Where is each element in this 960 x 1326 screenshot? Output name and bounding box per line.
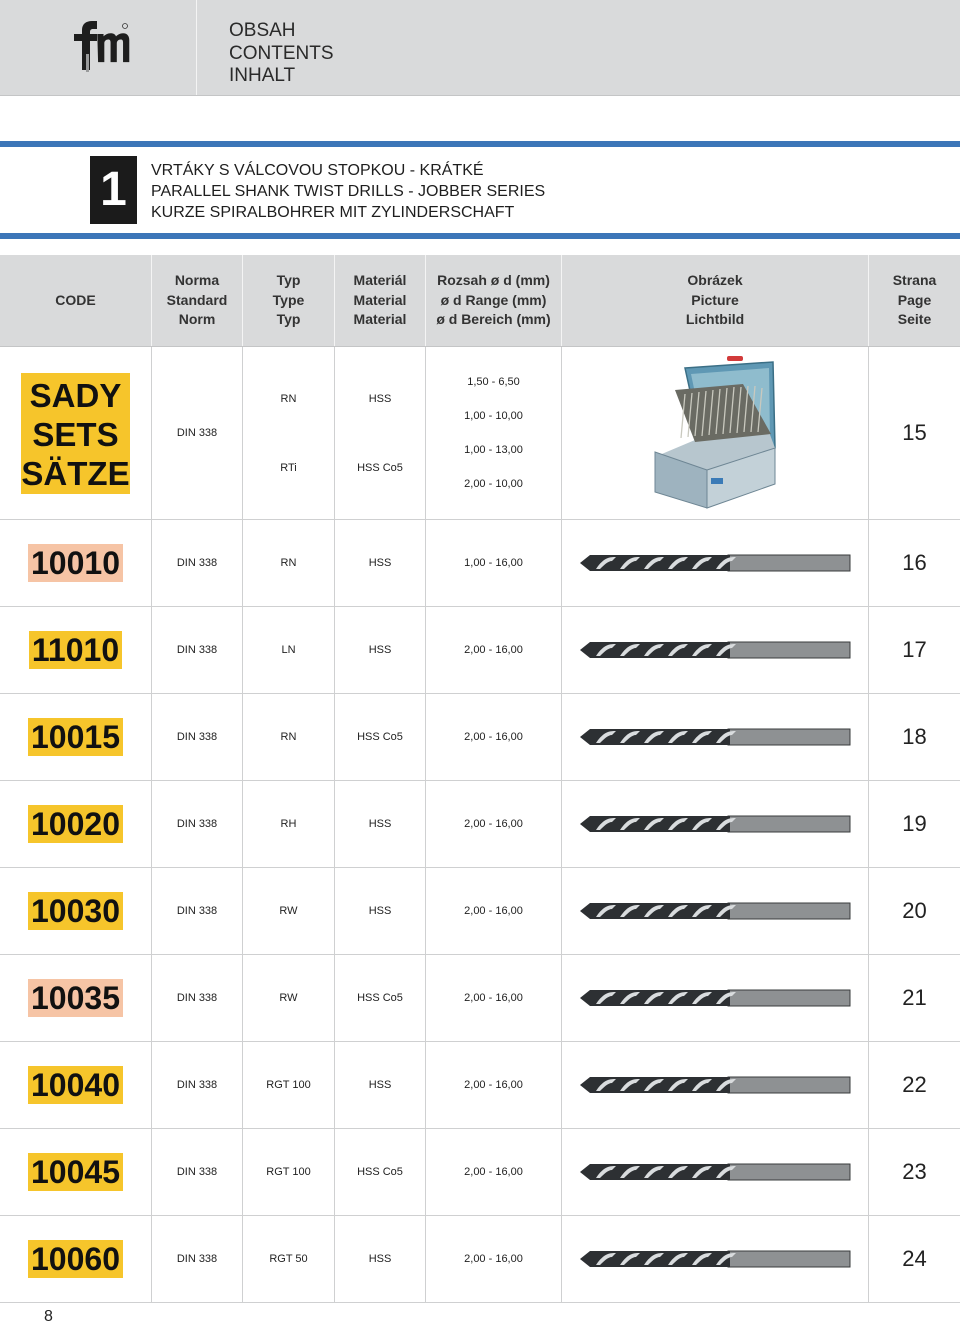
cell-typ: RW xyxy=(243,955,335,1041)
column-header-line: Picture xyxy=(691,291,739,308)
table-row xyxy=(0,955,960,1042)
cell-mat: HSS xyxy=(335,1042,426,1128)
sets-label-cs: SADY xyxy=(29,376,122,414)
product-code-badge[interactable]: 10020 xyxy=(28,805,123,843)
column-header-line: CODE xyxy=(55,291,96,308)
picture-cell xyxy=(562,1216,869,1302)
column-header-line: Standard xyxy=(166,291,228,308)
picture-cell xyxy=(562,781,869,867)
picture-cell xyxy=(562,955,869,1041)
code-cell xyxy=(0,781,152,867)
product-code-badge[interactable]: 10035 xyxy=(28,979,123,1017)
column-header-line: Norma xyxy=(174,272,220,289)
picture-cell xyxy=(562,694,869,780)
column-header-pic xyxy=(562,255,869,346)
cell-typ: RH xyxy=(243,781,335,867)
cell-mat: HSS xyxy=(335,1216,426,1302)
cell-rng: 2,00 - 16,00 xyxy=(426,781,562,867)
page-reference[interactable]: 17 xyxy=(902,637,927,662)
cell-rng: 2,00 - 16,00 xyxy=(426,607,562,693)
cell-rng: 2,00 - 16,00 xyxy=(426,694,562,780)
table-row xyxy=(0,520,960,607)
column-header-mat xyxy=(335,255,426,346)
sets-label-de: SÄTZE xyxy=(21,454,130,492)
product-code-badge[interactable]: 10045 xyxy=(28,1153,123,1191)
column-header-typ xyxy=(243,255,335,346)
page-reference[interactable]: 18 xyxy=(902,724,927,749)
cell-mat: HSS xyxy=(335,781,426,867)
cell-rng: 2,00 - 16,00 xyxy=(426,955,562,1041)
sets-code-cell xyxy=(0,347,152,519)
product-code-badge[interactable]: 10040 xyxy=(28,1066,123,1104)
code-cell xyxy=(0,1042,152,1128)
table-row xyxy=(0,1129,960,1216)
cell-norm: DIN 338 xyxy=(152,607,243,693)
product-code-badge[interactable]: 10030 xyxy=(28,892,123,930)
cell-norm: DIN 338 xyxy=(152,955,243,1041)
product-code-badge[interactable]: 10060 xyxy=(28,1240,123,1278)
section-rule-bottom xyxy=(0,233,960,239)
page-reference[interactable]: 19 xyxy=(902,811,927,836)
drill-set-case-icon xyxy=(651,356,779,510)
cell-mat: HSS Co5 xyxy=(335,694,426,780)
column-header-line: Rozsah ø d (mm) xyxy=(437,272,550,289)
cell-norm: DIN 338 xyxy=(152,1042,243,1128)
column-header-line: ø d Range (mm) xyxy=(440,291,547,308)
column-header-line: Typ xyxy=(276,272,301,289)
sets-material-2: HSS Co5 xyxy=(357,461,403,474)
page-reference[interactable]: 22 xyxy=(902,1072,927,1097)
cell-norm: DIN 338 xyxy=(152,781,243,867)
cell-typ: RGT 50 xyxy=(243,1216,335,1302)
column-header-line: Seite xyxy=(897,311,932,328)
column-header-rng xyxy=(426,255,562,346)
sets-types xyxy=(243,347,335,519)
column-header-line: Page xyxy=(897,291,932,308)
column-header-line: Type xyxy=(272,291,305,308)
twist-drill-icon xyxy=(578,1158,852,1186)
column-header-line: Strana xyxy=(892,272,937,289)
cell-typ: RGT 100 xyxy=(243,1042,335,1128)
sets-badge[interactable] xyxy=(21,373,130,494)
contents-heading-en: CONTENTS xyxy=(229,42,334,64)
picture-cell xyxy=(562,1129,869,1215)
code-cell xyxy=(0,868,152,954)
column-header-line: ø d Bereich (mm) xyxy=(436,311,551,328)
fm-logo-icon xyxy=(70,20,130,72)
section-title-de: KURZE SPIRALBOHRER MIT ZYLINDERSCHAFT xyxy=(151,204,515,221)
sets-range-4: 2,00 - 10,00 xyxy=(464,478,523,490)
code-cell xyxy=(0,955,152,1041)
sets-picture xyxy=(562,347,869,519)
cell-norm: DIN 338 xyxy=(152,1216,243,1302)
sets-page: 15 xyxy=(902,420,927,445)
cell-typ: RN xyxy=(243,520,335,606)
cell-typ: LN xyxy=(243,607,335,693)
section-rule-top xyxy=(0,141,960,147)
code-cell xyxy=(0,520,152,606)
cell-rng: 1,00 - 16,00 xyxy=(426,520,562,606)
page-reference[interactable]: 21 xyxy=(902,985,927,1010)
table-row xyxy=(0,1216,960,1303)
code-cell xyxy=(0,1129,152,1215)
cell-norm: DIN 338 xyxy=(152,520,243,606)
cell-mat: HSS xyxy=(335,607,426,693)
section-title-cs: VRTÁKY S VÁLCOVOU STOPKOU - KRÁTKÉ xyxy=(151,162,484,179)
cell-norm: DIN 338 xyxy=(152,1129,243,1215)
page-reference[interactable]: 24 xyxy=(902,1246,927,1271)
sets-type-2: RTi xyxy=(280,461,297,474)
cell-norm: DIN 338 xyxy=(152,694,243,780)
product-code-badge[interactable]: 10010 xyxy=(28,544,123,582)
twist-drill-icon xyxy=(578,1245,852,1273)
twist-drill-icon xyxy=(578,723,852,751)
table-row-sets xyxy=(0,347,960,520)
code-cell xyxy=(0,694,152,780)
page-reference[interactable]: 20 xyxy=(902,898,927,923)
code-cell xyxy=(0,607,152,693)
column-header-code xyxy=(0,255,152,346)
section-number: 1 xyxy=(90,156,137,224)
sets-norm: DIN 338 xyxy=(152,347,243,519)
table-row xyxy=(0,868,960,955)
column-header-line: Material xyxy=(353,311,407,328)
twist-drill-icon xyxy=(578,549,852,577)
picture-cell xyxy=(562,520,869,606)
picture-cell xyxy=(562,868,869,954)
product-code-badge[interactable]: 10015 xyxy=(28,718,123,756)
twist-drill-icon xyxy=(578,897,852,925)
section-title-en: PARALLEL SHANK TWIST DRILLS - JOBBER SERIES xyxy=(151,183,546,200)
column-header-line: Norm xyxy=(178,311,216,328)
cell-typ: RN xyxy=(243,694,335,780)
product-code-badge[interactable]: 11010 xyxy=(29,631,122,669)
cell-rng: 2,00 - 16,00 xyxy=(426,1042,562,1128)
column-header-line: Materiál xyxy=(353,272,407,289)
sets-range-3: 1,00 - 13,00 xyxy=(464,444,523,456)
page-reference[interactable]: 23 xyxy=(902,1159,927,1184)
sets-ranges xyxy=(426,347,562,519)
cell-typ: RW xyxy=(243,868,335,954)
cell-typ: RGT 100 xyxy=(243,1129,335,1215)
sets-materials xyxy=(335,347,426,519)
page-number: 8 xyxy=(44,1308,53,1325)
sets-range-2: 1,00 - 10,00 xyxy=(464,410,523,422)
contents-heading-cs: OBSAH xyxy=(229,20,296,41)
table-row xyxy=(0,694,960,781)
cell-mat: HSS xyxy=(335,520,426,606)
twist-drill-icon xyxy=(578,810,852,838)
column-header-norm xyxy=(152,255,243,346)
column-header-line: Material xyxy=(353,291,407,308)
contents-heading-de: INHALT xyxy=(229,65,296,86)
twist-drill-icon xyxy=(578,984,852,1012)
table-header xyxy=(0,255,960,347)
top-banner xyxy=(0,0,960,96)
picture-cell xyxy=(562,607,869,693)
cell-mat: HSS Co5 xyxy=(335,955,426,1041)
picture-cell xyxy=(562,1042,869,1128)
table-row xyxy=(0,1042,960,1129)
twist-drill-icon xyxy=(578,1071,852,1099)
contents-heading xyxy=(229,20,334,88)
code-cell xyxy=(0,1216,152,1302)
cell-mat: HSS xyxy=(335,868,426,954)
cell-rng: 2,00 - 16,00 xyxy=(426,1216,562,1302)
table-row xyxy=(0,607,960,694)
page-reference[interactable]: 16 xyxy=(902,550,927,575)
table-row xyxy=(0,781,960,868)
cell-rng: 2,00 - 16,00 xyxy=(426,868,562,954)
column-header-line: Typ xyxy=(276,311,301,328)
sets-label-en: SETS xyxy=(32,415,119,453)
sets-type-1: RN xyxy=(280,392,297,405)
twist-drill-icon xyxy=(578,636,852,664)
sets-material-1: HSS xyxy=(368,392,392,405)
column-header-line: Obrázek xyxy=(687,272,743,289)
cell-norm: DIN 338 xyxy=(152,868,243,954)
cell-rng: 2,00 - 16,00 xyxy=(426,1129,562,1215)
section-title xyxy=(151,160,545,223)
sets-range-1: 1,50 - 6,50 xyxy=(467,376,520,388)
logo-area xyxy=(0,0,197,95)
column-header-line: Lichtbild xyxy=(685,311,745,328)
cell-mat: HSS Co5 xyxy=(335,1129,426,1215)
column-header-page xyxy=(869,255,960,346)
